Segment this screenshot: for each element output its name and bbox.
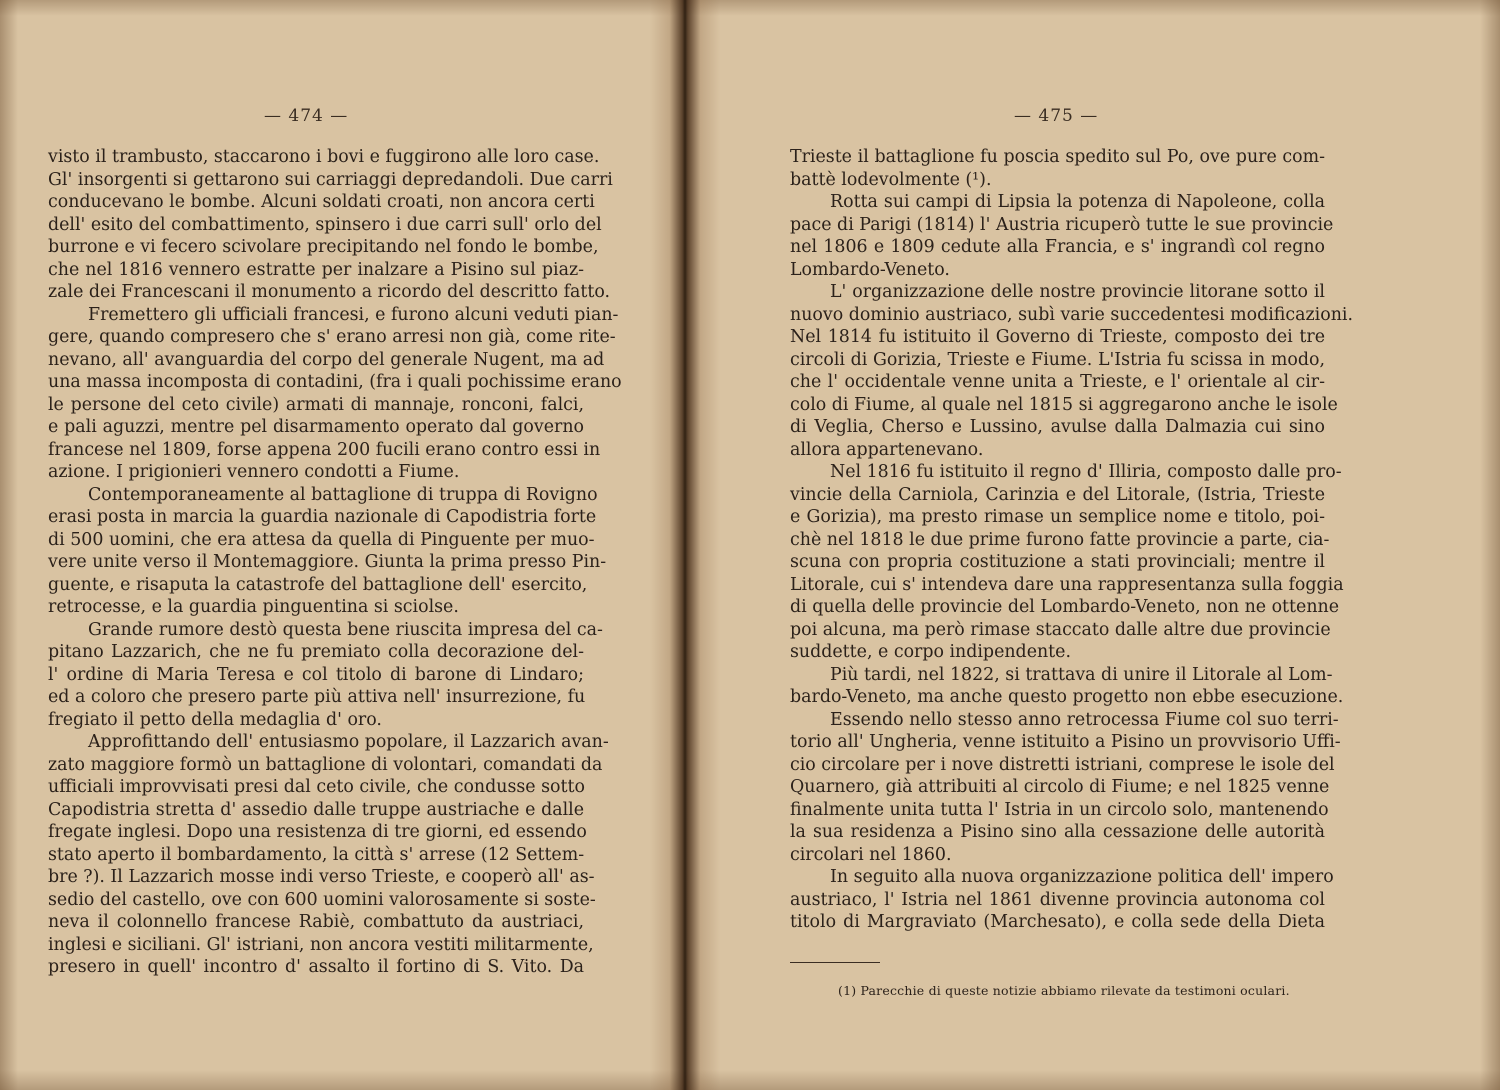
text-line: Gl' insorgenti si gettarono sui carriaggi depredandoli. Due carri	[48, 169, 613, 190]
text-line: zato maggiore formò un battaglione di volontari, comandati da	[48, 754, 603, 775]
footnote-rule	[790, 962, 880, 963]
text-line: gere, quando compresero che s' erano arresi non già, come rite-	[48, 327, 616, 347]
text-line: le persone del ceto civile) armati di mannaje, ronconi, falci,	[48, 394, 584, 415]
text-line: erasi posta in marcia la guardia nazionale di Capodistria forte	[48, 507, 597, 527]
text-line: In seguito alla nuova organizzazione politica dell' impero	[830, 867, 1334, 887]
text-line: burrone e vi fecero scivolare precipitando nel fondo le bombe,	[48, 237, 599, 257]
text-line: torio all' Ungheria, venne istituito a Pisino un provvisorio Uffi-	[790, 732, 1341, 752]
text-line: Nel 1814 fu istituito il Governo di Trieste, composto dei tre	[790, 327, 1325, 347]
page-number-475: — 475 —	[1014, 106, 1099, 126]
text-line: ufficiali improvvisati presi dal ceto civile, che condusse sotto	[48, 777, 585, 797]
text-line: vincie della Carniola, Carinzia e del Litorale, (Istria, Trieste	[790, 484, 1325, 505]
text-line: Litorale, cui s' intendeva dare una rappresentanza sulla foggia	[790, 574, 1344, 595]
text-line: fregiato il petto della medaglia d' oro.	[48, 709, 382, 730]
text-line: circolari nel 1860.	[790, 844, 952, 865]
text-line: bre ?). Il Lazzarich mosse indi verso Trieste, e cooperò all' as-	[48, 867, 595, 887]
text-line: Fremettero gli ufficiali francesi, e furono alcuni veduti pian-	[88, 304, 619, 325]
text-line: azione. I prigionieri vennero condotti a Fiume.	[48, 462, 460, 482]
text-line: di quella delle provincie del Lombardo-Veneto, non ne ottenne	[790, 597, 1340, 617]
text-line: e pali aguzzi, mentre pel disarmamento operato dal governo	[48, 417, 584, 437]
footnote: (1) Parecchie di queste notizie abbiamo rilevate da testimoni oculari.	[838, 983, 1290, 998]
text-line: titolo di Margraviato (Marchesato), e colla sede della Dieta	[790, 912, 1325, 932]
text-line: allora appartenevano.	[790, 439, 984, 460]
text-line: circoli di Gorizia, Trieste e Fiume. L'Istria fu scissa in modo,	[790, 349, 1325, 370]
text-line: francese nel 1809, forse appena 200 fucili erano contro essi in	[48, 439, 601, 460]
text-line: di Veglia, Cherso e Lussino, avulse dalla Dalmazia cui sino	[790, 417, 1325, 437]
text-line: fregate inglesi. Dopo una resistenza di tre giorni, ed essendo	[48, 822, 587, 842]
text-line: Nel 1816 fu istituito il regno d' Illiria, composto dalle pro-	[830, 462, 1342, 482]
text-line: conducevano le bombe. Alcuni soldati croati, non ancora certi	[48, 192, 595, 212]
text-line: dell' esito del combattimento, spinsero i due carri sull' orlo del	[48, 214, 602, 235]
text-line: Lombardo-Veneto.	[790, 259, 950, 280]
text-line: finalmente unita tutta l' Istria in un circolo solo, mantenendo	[790, 799, 1329, 820]
text-line: chè nel 1818 le due prime furono fatte provincie a parte, cia-	[790, 529, 1330, 550]
text-line: suddette, e corpo indipendente.	[790, 642, 1071, 662]
text-line: cio circolare per i nove distretti istriani, comprese le isole del	[790, 754, 1335, 775]
text-line: una massa incomposta di contadini, (fra i quali pochissime erano	[48, 372, 622, 392]
text-line: colo di Fiume, al quale nel 1815 si aggregarono anche le isole	[790, 394, 1338, 415]
text-line: bardo-Veneto, ma anche questo progetto non ebbe esecuzione.	[790, 687, 1344, 707]
text-line: Rotta sui campi di Lipsia la potenza di Napoleone, colla	[830, 192, 1325, 212]
text-line: zale dei Francescani il monumento a ricordo del descritto fatto.	[48, 282, 611, 302]
text-line: che l' occidentale venne unita a Trieste, e l' orientale al cir-	[790, 372, 1325, 392]
text-line: Più tardi, nel 1822, si trattava di unire il Litorale al Lom-	[830, 664, 1333, 685]
page-number-474: — 474 —	[264, 106, 349, 126]
text-line: ed a coloro che presero parte più attiva nell' insurrezione, fu	[48, 687, 586, 707]
left-page-text	[48, 146, 622, 979]
text-line: stato aperto il bombardamento, la città s' arrese (12 Settem-	[48, 844, 585, 865]
text-line: nevano, all' avanguardia del corpo del generale Nugent, ma ad	[48, 349, 605, 370]
text-line: visto il trambusto, staccarono i bovi e fuggirono alle loro case.	[48, 147, 600, 167]
text-line: Trieste il battaglione fu poscia spedito sul Po, ove pure com-	[790, 147, 1325, 167]
text-line: inglesi e siciliani. Gl' istriani, non ancora vestiti militarmente,	[48, 934, 594, 955]
text-line: Grande rumore destò questa bene riuscita impresa del ca-	[88, 619, 603, 640]
text-line: nel 1806 e 1809 cedute alla Francia, e s' ingrandì col regno	[790, 237, 1325, 257]
text-line: scuna con propria costituzione a stati provinciali; mentre il	[790, 552, 1325, 572]
text-line: Contemporaneamente al battaglione di truppa di Rovigno	[88, 484, 598, 505]
text-line: nuovo dominio austriaco, subì varie succedentesi modificazioni.	[790, 304, 1353, 325]
text-line: battè lodevolmente (¹).	[790, 169, 992, 190]
right-page	[690, 0, 1500, 1090]
text-line: che nel 1816 vennero estratte per inalzare a Pisino sul piaz-	[48, 259, 584, 280]
text-line: Approfittando dell' entusiasmo popolare, il Lazzarich avan-	[88, 732, 609, 752]
text-line: vere unite verso il Montemaggiore. Giunta la prima presso Pin-	[48, 552, 607, 572]
text-line: di 500 uomini, che era attesa da quella di Pinguente per muo-	[48, 529, 595, 550]
right-page-text	[790, 146, 1353, 934]
text-line: L' organizzazione delle nostre provincie litorane sotto il	[830, 282, 1325, 302]
text-line: Essendo nello stesso anno retrocessa Fiume col suo terri-	[830, 709, 1339, 730]
text-line: sedio del castello, ove con 600 uomini valorosamente si soste-	[48, 889, 596, 910]
text-line: pace di Parigi (1814) l' Austria ricuperò tutte le sue provincie	[790, 214, 1334, 235]
text-line: retrocesse, e la guardia pinguentina si sciolse.	[48, 597, 459, 617]
text-line: la sua residenza a Pisino sino alla cessazione delle autorità	[790, 822, 1325, 842]
text-line: l' ordine di Maria Teresa e col titolo di barone di Lindaro;	[48, 664, 584, 685]
text-line: poi alcuna, ma però rimase staccato dalle altre due provincie	[790, 619, 1331, 640]
text-line: Capodistria stretta d' assedio dalle truppe austriache e dalle	[48, 799, 584, 820]
text-line: presero in quell' incontro d' assalto il fortino di S. Vito. Da	[48, 957, 584, 977]
text-line: pitano Lazzarich, che ne fu premiato colla decorazione del-	[48, 642, 584, 662]
text-line: neva il colonnello francese Rabiè, combattuto da austriaci,	[48, 912, 584, 932]
text-line: austriaco, l' Istria nel 1861 divenne provincia autonoma col	[790, 889, 1325, 910]
text-line: guente, e risaputa la catastrofe del battaglione dell' esercito,	[48, 574, 588, 595]
text-line: e Gorizia), ma presto rimase un semplice nome e titolo, poi-	[790, 507, 1325, 527]
left-page	[0, 0, 680, 1090]
text-line: Quarnero, già attribuiti al circolo di Fiume; e nel 1825 venne	[790, 777, 1330, 797]
